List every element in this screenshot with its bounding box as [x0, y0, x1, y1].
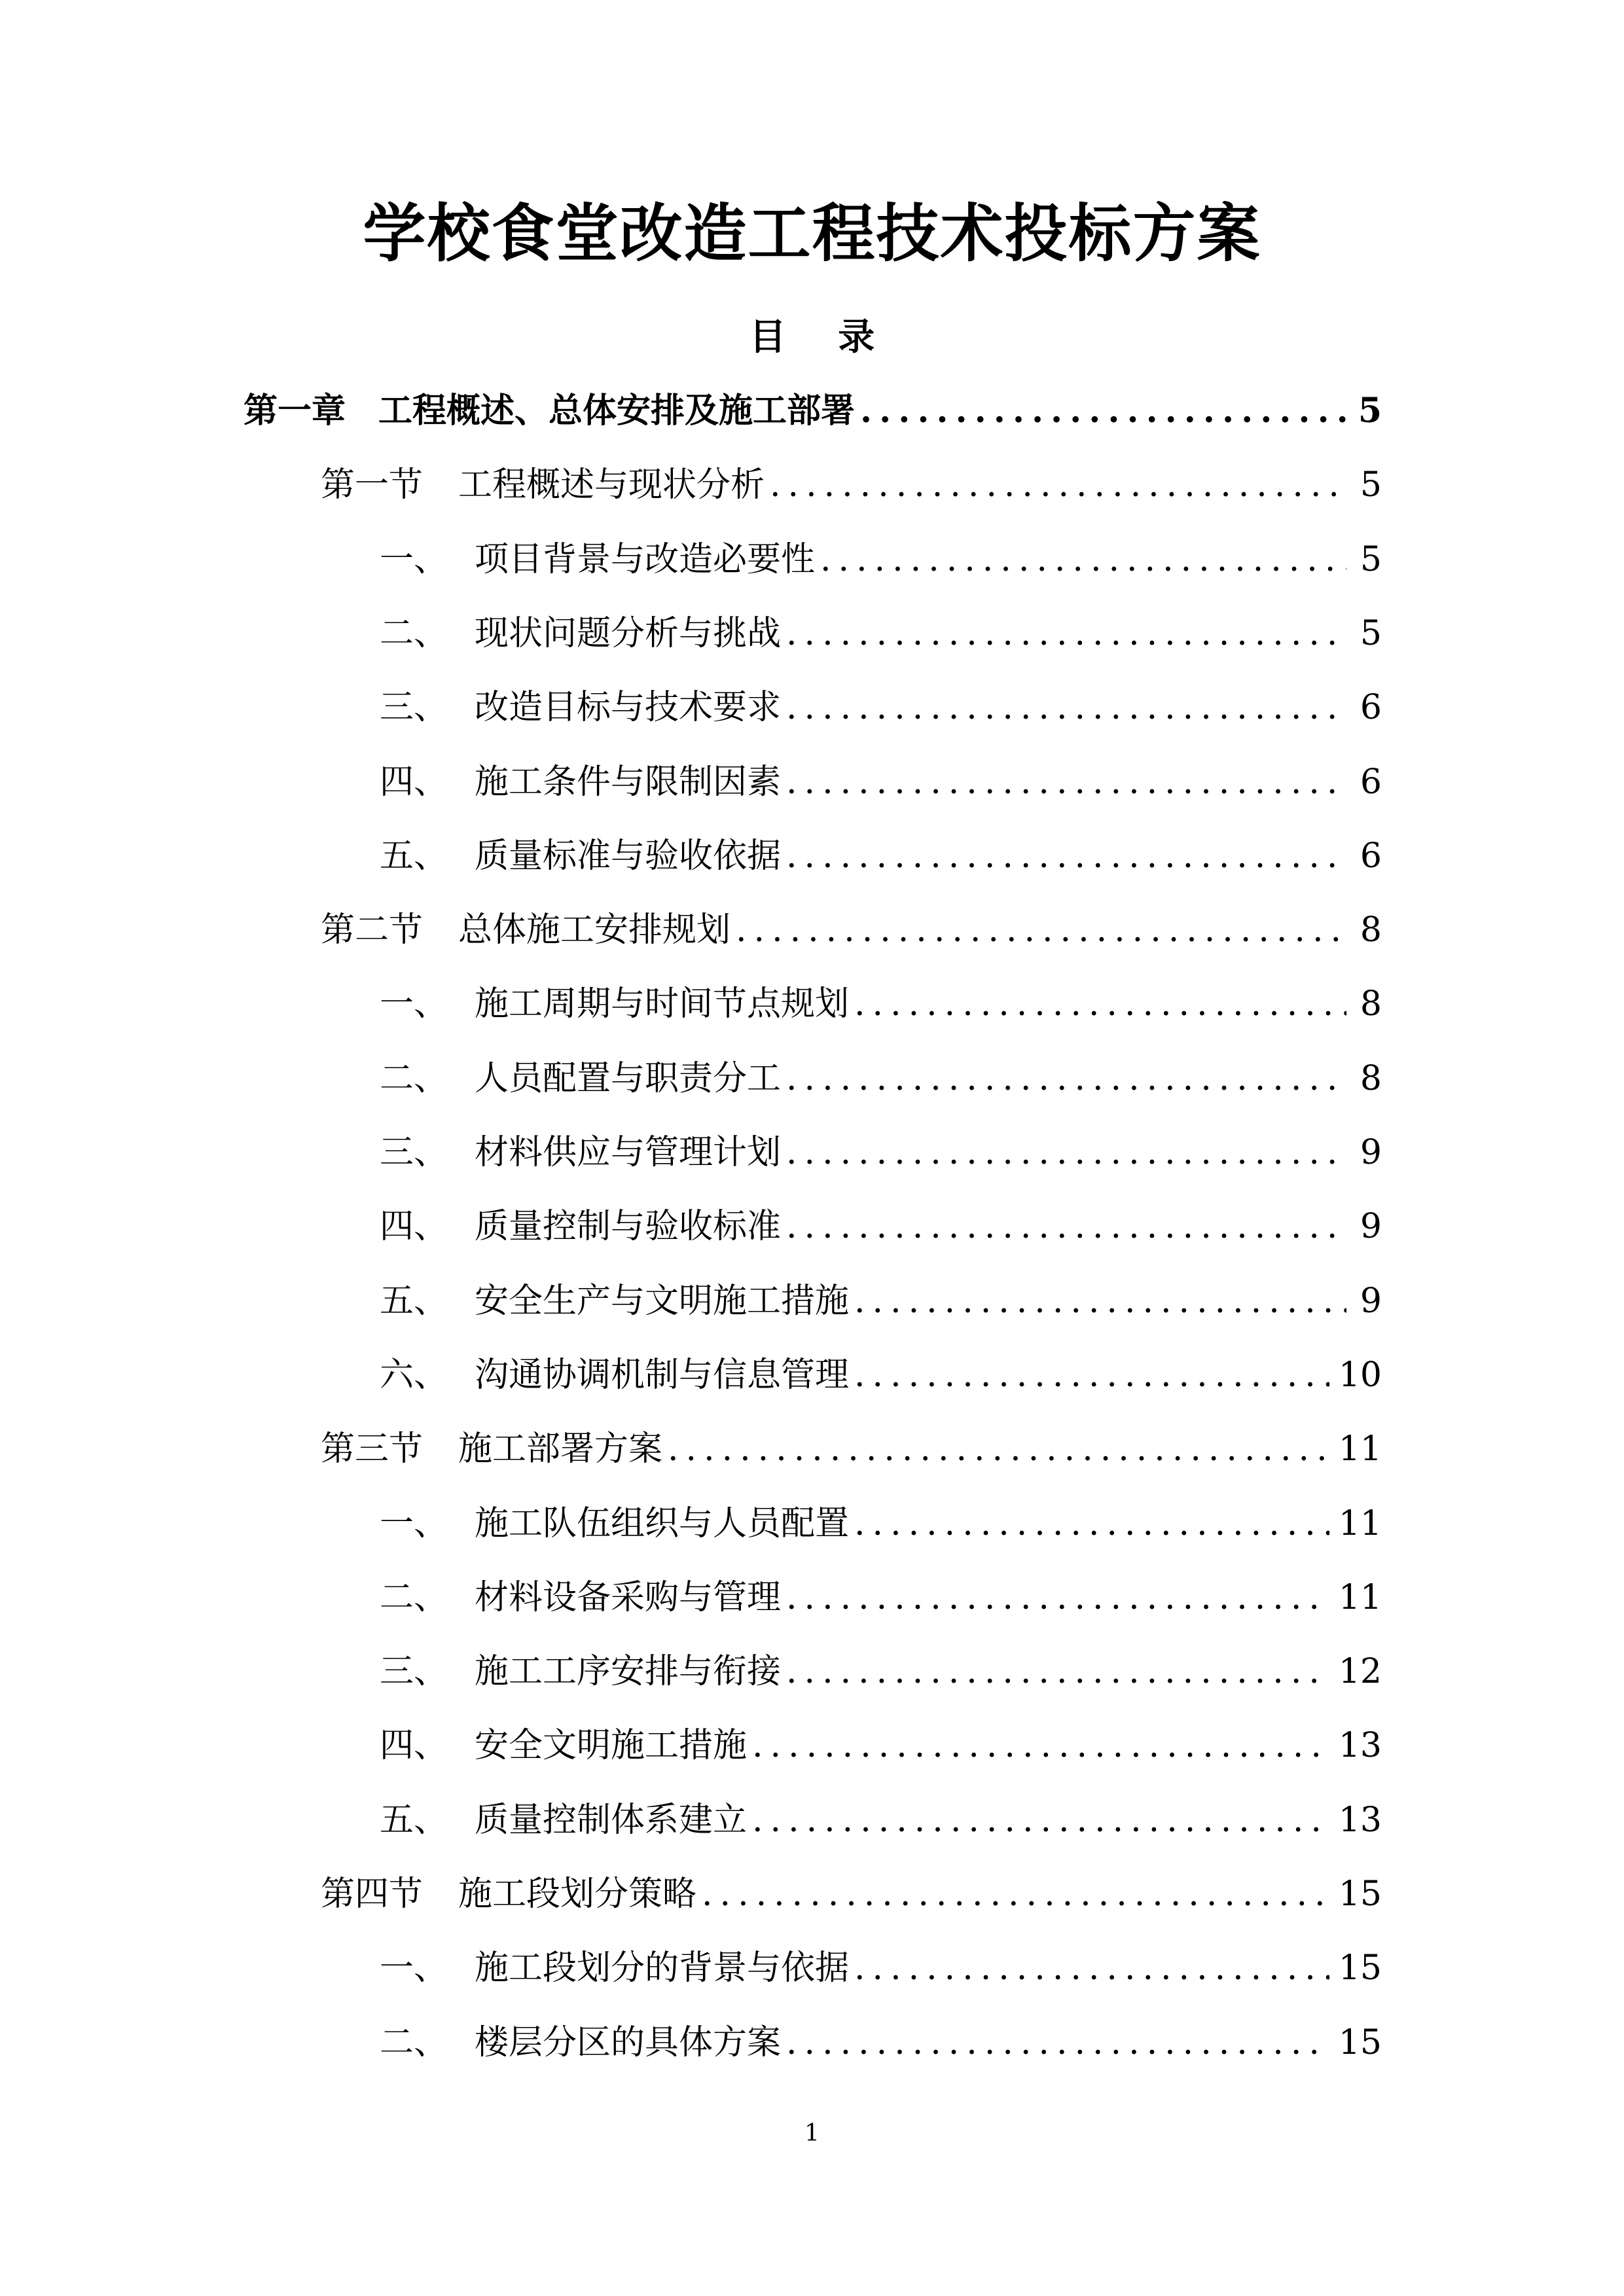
toc-entry[interactable]	[380, 1716, 1382, 1775]
toc-dot-leader	[854, 1494, 1329, 1553]
toc-entry[interactable]	[380, 975, 1382, 1033]
toc-entry-label: 质量标准与验收依据	[475, 836, 782, 876]
toc-entry-label: 质量控制体系建立	[475, 1801, 748, 1840]
toc-entry-number: 第一章	[244, 391, 346, 431]
toc-entry[interactable]	[380, 1197, 1382, 1256]
toc-dot-leader	[786, 1642, 1329, 1701]
toc-entry-label: 施工工序安排与衔接	[475, 1652, 782, 1691]
toc-entry[interactable]	[380, 1791, 1382, 1850]
toc-entry[interactable]	[321, 1865, 1382, 1924]
toc-entry[interactable]	[380, 1346, 1382, 1405]
toc-dot-leader	[786, 2013, 1329, 2072]
toc-entry-label: 安全文明施工措施	[475, 1726, 748, 1765]
toc-entry-number: 四、	[380, 1726, 448, 1765]
toc-entry[interactable]	[380, 2013, 1382, 2072]
toc-entry-page: 11	[1338, 1504, 1382, 1543]
toc-entry-label: 现状问题分析与挑战	[475, 614, 782, 653]
document-title: 学校食堂改造工程技术投标方案	[363, 196, 1261, 270]
toc-dot-leader	[786, 1123, 1346, 1182]
toc-entry-number: 第一节	[321, 465, 424, 505]
toc-dot-leader	[702, 1865, 1329, 1924]
toc-entry-page: 5	[1360, 540, 1382, 579]
toc-entry-number: 二、	[380, 1059, 448, 1098]
toc-entry-number: 五、	[380, 1801, 448, 1840]
toc-entry[interactable]	[321, 901, 1382, 960]
toc-entry-number: 第四节	[321, 1874, 424, 1914]
toc-entry-page: 9	[1360, 1133, 1382, 1172]
toc-entry[interactable]	[380, 827, 1382, 886]
toc-entry-page: 6	[1360, 688, 1382, 727]
toc-entry-number: 四、	[380, 762, 448, 802]
toc-entry-number: 五、	[380, 836, 448, 876]
toc-entry-page: 8	[1360, 984, 1382, 1024]
toc-entry-number: 第三节	[321, 1429, 424, 1469]
toc-entry-label: 项目背景与改造必要性	[475, 540, 816, 579]
toc-dot-leader	[820, 530, 1346, 589]
toc-dot-leader	[736, 901, 1346, 960]
toc-entry-page: 13	[1338, 1726, 1382, 1765]
toc-entry-number: 第二节	[321, 910, 424, 950]
toc-entry-page: 13	[1338, 1801, 1382, 1840]
toc-dot-leader	[854, 1272, 1346, 1331]
toc-dot-leader	[860, 382, 1346, 440]
toc-entry[interactable]	[380, 1642, 1382, 1701]
toc-entry[interactable]	[380, 1494, 1382, 1553]
toc-dot-leader	[786, 827, 1346, 886]
toc-entry[interactable]	[380, 678, 1382, 737]
toc-entry-label: 质量控制与验收标准	[475, 1207, 782, 1246]
toc-entry-label: 材料供应与管理计划	[475, 1133, 782, 1172]
toc-entry-page: 5	[1360, 465, 1382, 505]
toc-entry-number: 一、	[380, 540, 448, 579]
toc-entry-page: 11	[1338, 1578, 1382, 1617]
toc-entry-label: 材料设备采购与管理	[475, 1578, 782, 1617]
toc-entry[interactable]	[380, 530, 1382, 589]
toc-entry[interactable]	[380, 1123, 1382, 1182]
toc-entry[interactable]	[380, 1049, 1382, 1108]
toc-entry-number: 二、	[380, 2023, 448, 2062]
toc-entry-label: 施工部署方案	[458, 1429, 663, 1469]
toc-entry-label: 沟通协调机制与信息管理	[475, 1355, 850, 1395]
toc-entry-label: 人员配置与职责分工	[475, 1059, 782, 1098]
toc-entry-label: 施工段划分的背景与依据	[475, 1948, 850, 1988]
toc-entry-label: 施工周期与时间节点规划	[475, 984, 850, 1024]
toc-entry-page: 11	[1338, 1429, 1382, 1469]
toc-dot-leader	[786, 604, 1346, 663]
toc-entry-number: 一、	[380, 984, 448, 1024]
toc-dot-leader	[854, 1939, 1329, 1998]
toc-entry-number: 五、	[380, 1282, 448, 1321]
toc-entry[interactable]	[380, 604, 1382, 663]
toc-entry-label: 工程概述、总体安排及施工部署	[378, 391, 856, 431]
toc-entry-number: 六、	[380, 1355, 448, 1395]
toc-entry-number: 一、	[380, 1948, 448, 1988]
toc-entry[interactable]	[380, 1272, 1382, 1331]
toc-entry-number: 一、	[380, 1504, 448, 1543]
toc-entry-number: 三、	[380, 688, 448, 727]
toc-heading: 目 录	[749, 315, 895, 359]
toc-entry-page: 8	[1360, 910, 1382, 950]
toc-entry-page: 6	[1360, 762, 1382, 802]
toc-entry-page: 8	[1360, 1059, 1382, 1098]
toc-dot-leader	[786, 753, 1346, 812]
toc-dot-leader	[786, 1049, 1346, 1108]
toc-entry-label: 施工队伍组织与人员配置	[475, 1504, 850, 1543]
toc-dot-leader	[854, 1346, 1329, 1405]
toc-entry-label: 安全生产与文明施工措施	[475, 1282, 850, 1321]
toc-dot-leader	[752, 1791, 1329, 1850]
toc-entry-label: 工程概述与现状分析	[458, 465, 765, 505]
toc-entry-number: 三、	[380, 1652, 448, 1691]
toc-dot-leader	[770, 456, 1346, 514]
toc-dot-leader	[786, 1568, 1329, 1627]
toc-entry-number: 三、	[380, 1133, 448, 1172]
toc-entry[interactable]	[321, 456, 1382, 514]
toc-entry[interactable]	[380, 1939, 1382, 1998]
toc-dot-leader	[854, 975, 1346, 1033]
toc-entry-label: 楼层分区的具体方案	[475, 2023, 782, 2062]
toc-entry-number: 四、	[380, 1207, 448, 1246]
toc-entry-page: 12	[1338, 1652, 1382, 1691]
toc-entry-number: 二、	[380, 614, 448, 653]
toc-entry-page: 15	[1338, 1874, 1382, 1914]
toc-entry[interactable]	[244, 382, 1382, 440]
toc-entry-page: 5	[1358, 391, 1382, 431]
toc-entry-page: 5	[1360, 614, 1382, 653]
toc-entry-page: 10	[1338, 1355, 1382, 1395]
toc-entry-page: 6	[1360, 836, 1382, 876]
toc-entry[interactable]	[321, 1420, 1382, 1479]
toc-entry-label: 施工段划分策略	[458, 1874, 697, 1914]
toc-entry-label: 改造目标与技术要求	[475, 688, 782, 727]
toc-entry-label: 施工条件与限制因素	[475, 762, 782, 802]
page-number: 1	[804, 2120, 820, 2147]
toc-dot-leader	[786, 678, 1346, 737]
toc-dot-leader	[786, 1197, 1346, 1256]
toc-dot-leader	[668, 1420, 1329, 1479]
toc-entry-page: 9	[1360, 1207, 1382, 1246]
toc-entry-page: 15	[1338, 2023, 1382, 2062]
toc-entry[interactable]	[380, 753, 1382, 812]
toc-entry-label: 总体施工安排规划	[458, 910, 731, 950]
toc-entry-page: 15	[1338, 1948, 1382, 1988]
toc-entry-page: 9	[1360, 1282, 1382, 1321]
toc-entry-number: 二、	[380, 1578, 448, 1617]
toc-dot-leader	[752, 1716, 1329, 1775]
toc-entry[interactable]	[380, 1568, 1382, 1627]
